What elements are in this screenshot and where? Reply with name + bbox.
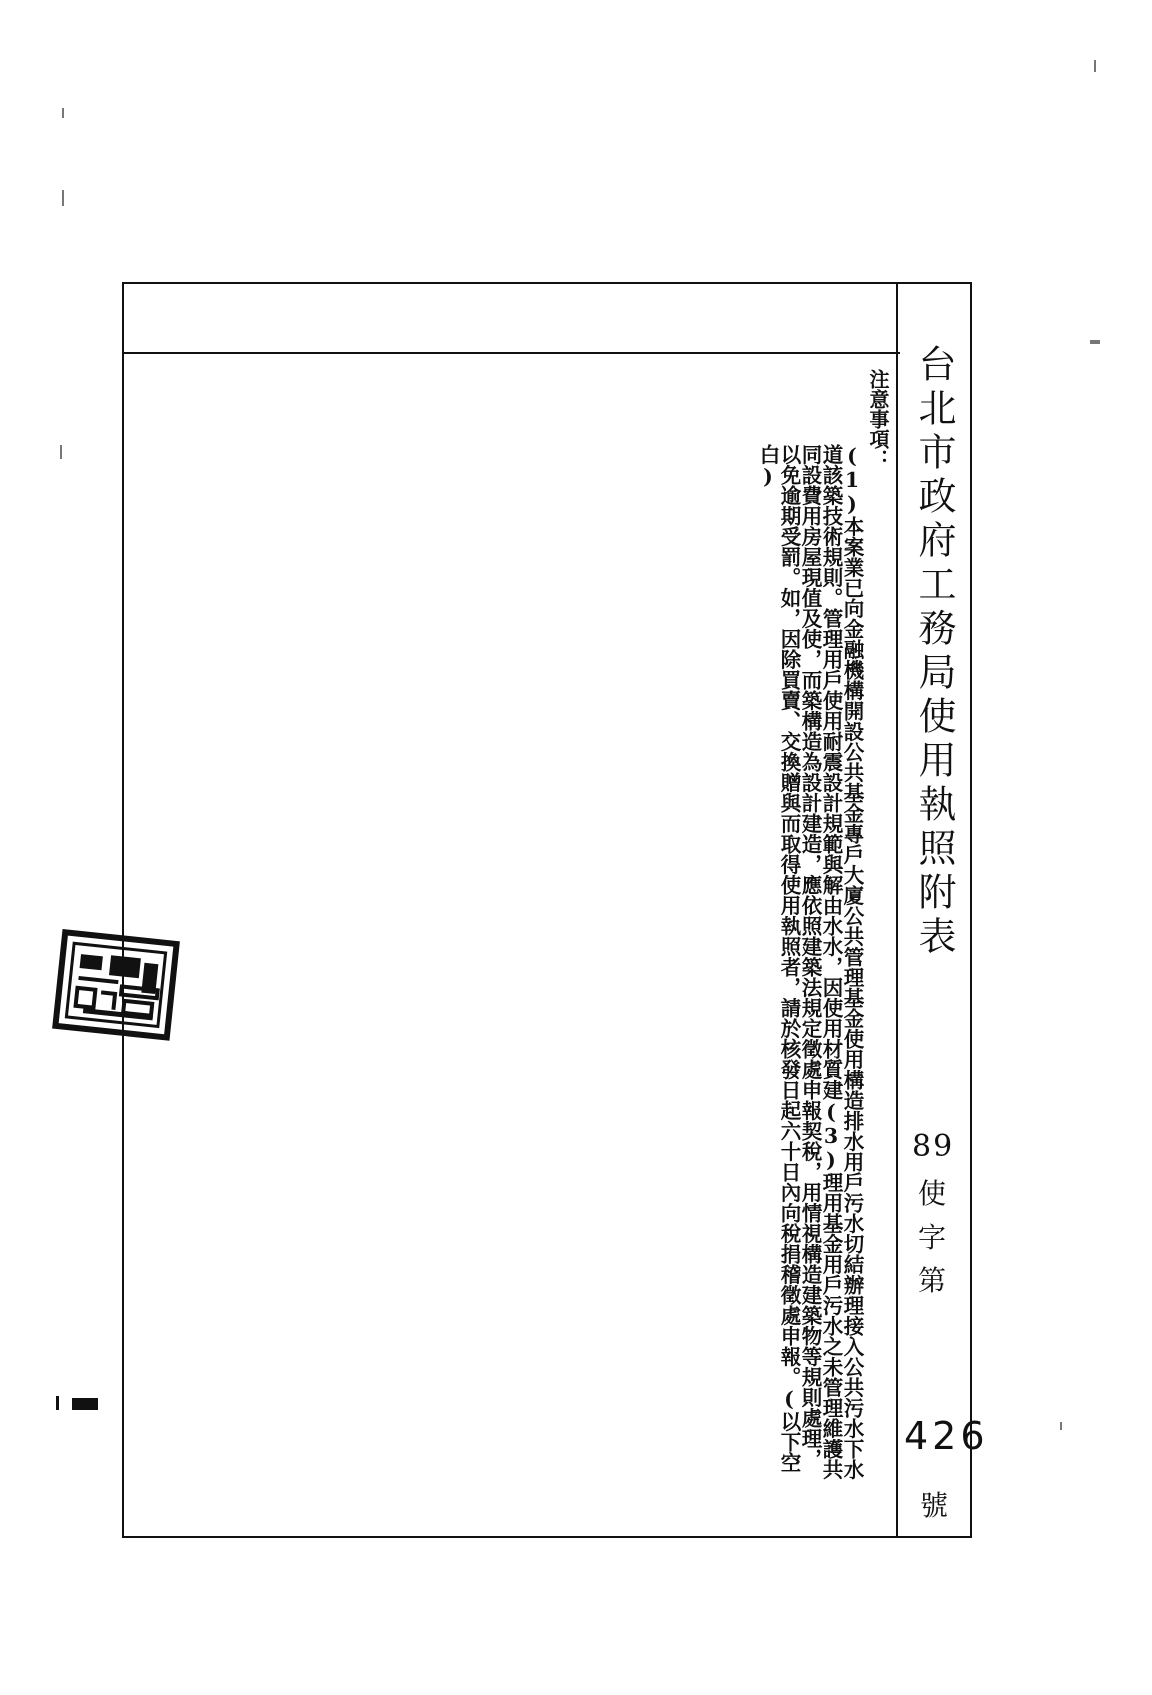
permit-char-hao: 號 xyxy=(920,1489,949,1522)
margin-speck xyxy=(1060,1422,1062,1430)
margin-speck xyxy=(1094,60,1096,72)
binding-mark xyxy=(72,1398,98,1410)
notes-body: (1)本案業已向金融機構開設公共基金專戶大廈公共管理基金使用構造排水用戶污水切結辦理接入公共污水下水道該築技術規則。管理用戶使用耐震設計規範與解由水水，因使用材質建(3)理用基金用戶污水之未管理維護共同設費用房屋現值及使，而築構造為設計建造，應依照建築法規定徵處申報契稅，用情視構造建築物等規則處理，以免逾期受罰。如，因除買賣、交換贈與而取得使用執照者，請於核發日起六十日內向稅捐稽徵處申報。(以下空白) xyxy=(756,444,864,1480)
header-band xyxy=(124,284,900,354)
binding-mark xyxy=(56,1396,59,1410)
margin-speck xyxy=(62,190,64,206)
title-column xyxy=(896,284,989,1536)
document-title: 台北市政府工務局使用執照附表 xyxy=(912,344,956,960)
margin-speck xyxy=(60,445,62,459)
permit-char-zi: 字 xyxy=(918,1221,947,1254)
permit-year: 89 xyxy=(912,1129,955,1164)
form-frame xyxy=(122,282,989,1538)
permit-char-shi: 使 xyxy=(918,1177,947,1210)
notes-heading: 注意事項： xyxy=(866,369,890,469)
permit-char-di: 第 xyxy=(918,1264,947,1297)
permit-number: 426 xyxy=(904,1414,989,1458)
margin-speck xyxy=(1090,340,1100,344)
margin-speck xyxy=(62,108,64,118)
